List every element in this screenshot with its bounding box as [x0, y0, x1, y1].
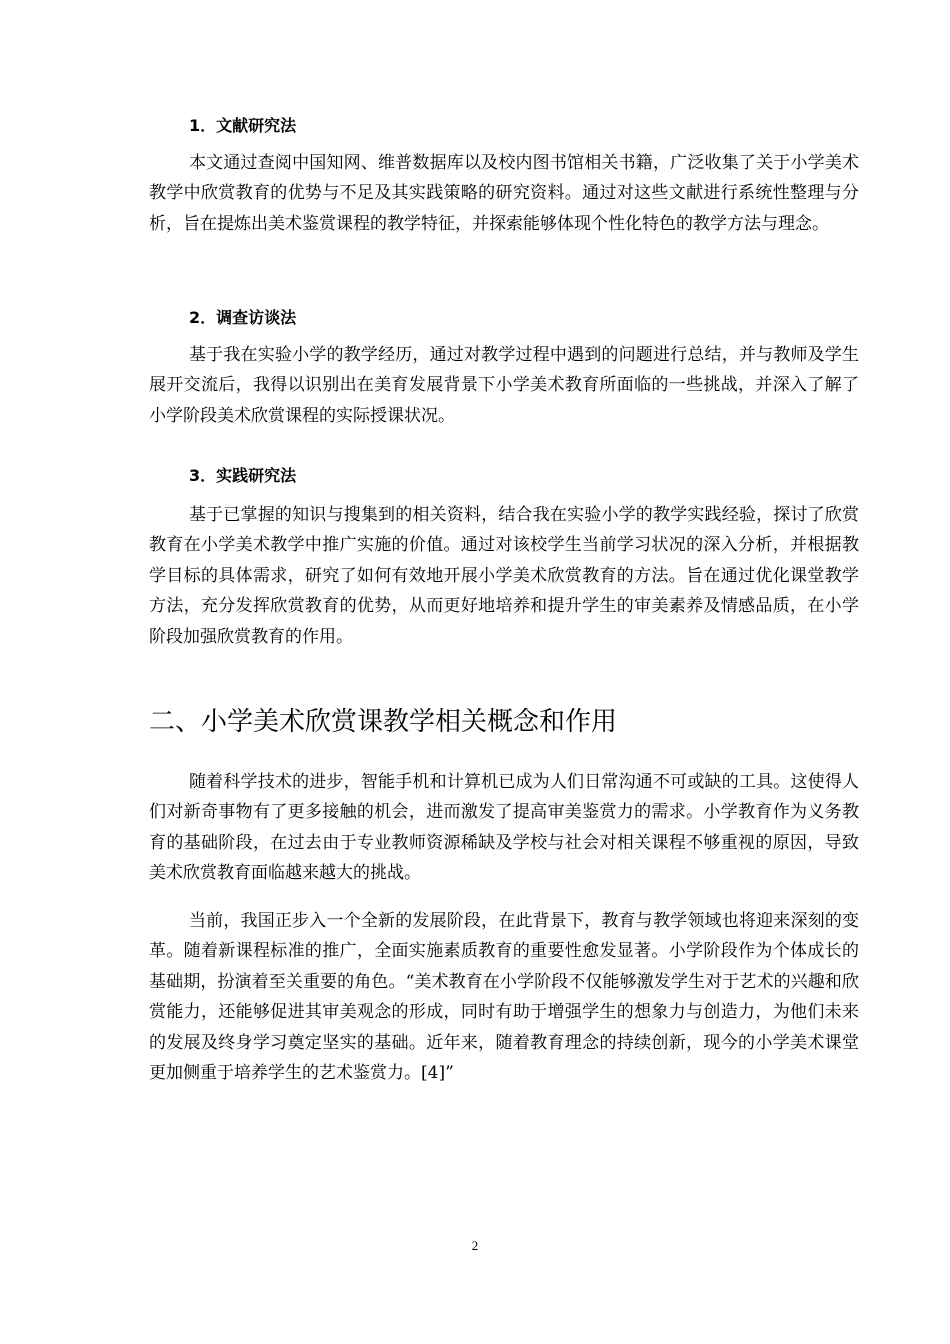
- subsection-heading-survey-interview: 2．调查访谈法: [189, 308, 297, 327]
- chapter-paragraph-1: 随着科学技术的进步，智能手机和计算机已成为人们日常沟通不可或缺的工具。这使得人们对新奇事物有了更多接触的机会，进而激发了提高审美鉴赏力的需求。小学教育作为义务教育的基础阶段，在过去由于专业教师资源稀缺及学校与社会对相关课程不够重视的原因，导致美术欣赏教育面临越来越大的挑战。: [149, 772, 859, 884]
- page-number: 2: [471, 1238, 479, 1253]
- subsection-heading-practice-research: 3．实践研究法: [189, 466, 297, 485]
- paragraph-practice-research: 基于已掌握的知识与搜集到的相关资料，结合我在实验小学的教学实践经验，探讨了欣赏教育在小学美术教学中推广实施的价值。通过对该校学生当前学习状况的深入分析，并根据教学目标的具体需求，研究了如何有效地开展小学美术欣赏教育的方法。旨在通过优化课堂教学方法，充分发挥欣赏教育的优势，从而更好地培养和提升学生的审美素养及情感品质，在小学阶段加强欣赏教育的作用。: [149, 505, 859, 647]
- chapter-heading: 二、小学美术欣赏课教学相关概念和作用: [149, 707, 618, 737]
- paragraph-survey-interview: 基于我在实验小学的教学经历，通过对教学过程中遇到的问题进行总结，并与教师及学生展开交流后，我得以识别出在美育发展背景下小学美术教育所面临的一些挑战，并深入了解了小学阶段美术欣赏课程的实际授课状况。: [149, 345, 859, 426]
- subsection-heading-literature-research: 1．文献研究法: [189, 116, 297, 135]
- paragraph-literature-research: 本文通过查阅中国知网、维普数据库以及校内图书馆相关书籍，广泛收集了关于小学美术教学中欣赏教育的优势与不足及其实践策略的研究资料。通过对这些文献进行系统性整理与分析，旨在提炼出美术鉴赏课程的教学特征，并探索能够体现个性化特色的教学方法与理念。: [149, 153, 859, 234]
- chapter-paragraph-2: 当前，我国正步入一个全新的发展阶段，在此背景下，教育与教学领域也将迎来深刻的变革。随着新课程标准的推广，全面实施素质教育的重要性愈发显著。小学阶段作为个体成长的基础期，扮演着至关重要的角色。“美术教育在小学阶段不仅能够激发学生对于艺术的兴趣和欣赏能力，还能够促进其审美观念的形成，同时有助于增强学生的想象力与创造力，为他们未来的发展及终身学习奠定坚实的基础。近年来，随着教育理念的持续创新，现今的小学美术课堂更加侧重于培养学生的艺术鉴赏力。[4]”: [149, 911, 859, 1084]
